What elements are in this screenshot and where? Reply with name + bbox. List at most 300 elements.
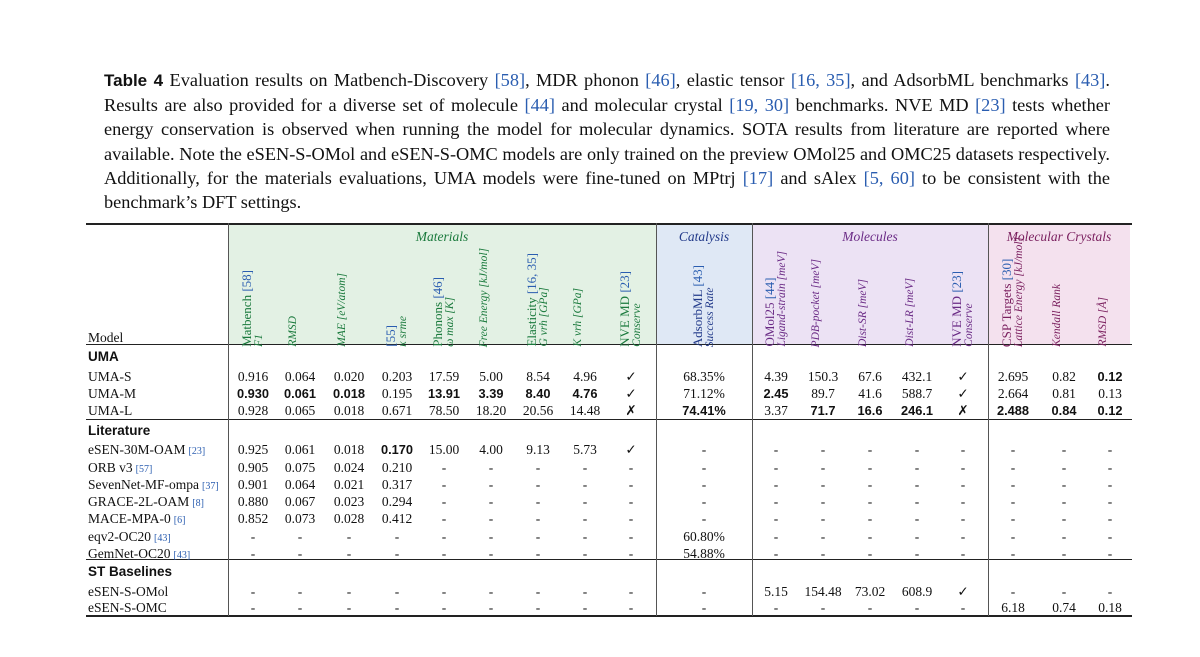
table-cell: 0.12: [1097, 403, 1123, 418]
caption-segment: , and AdsorbML benchmarks: [850, 70, 1075, 90]
model-citation: [8]: [192, 498, 204, 509]
table-cell: -: [960, 460, 966, 475]
caption-segment: and molecular crystal: [554, 95, 730, 116]
table-cell: -: [441, 494, 447, 509]
row-model-name: [88, 477, 219, 493]
group-crystals: Molecular Crystals: [1006, 229, 1112, 244]
table-cell: -: [960, 494, 966, 509]
caption-text: [104, 70, 1110, 212]
table-cell: -: [914, 442, 920, 457]
model-citation: [23]: [188, 446, 206, 457]
table-cell: -: [867, 529, 873, 544]
caption-segment: tests whether energy conservation is observed when running the model for molecular dynamics. SOTA results from literature are reported where available. Note the eSEN-S-OMol and eSEN-S-OMC models are only trained on the preview OMol25 and OMC25 datasets respectively. Additionally, for the materials evaluations, UMA models were fine-tuned on MPtrj: [104, 95, 1110, 188]
table-cell: -: [867, 600, 873, 615]
top-rule: [86, 223, 1132, 225]
table-row: [0, 403, 1200, 420]
table-cell: -: [582, 494, 588, 509]
table-cell: 9.13: [526, 442, 550, 457]
model-name: UMA-S: [88, 369, 132, 384]
table-cell: -: [701, 442, 707, 457]
caption-segment: . Results are also provided for a diverse set of molecule: [104, 70, 1110, 116]
table-cell: 154.48: [804, 584, 842, 599]
caption-segment: to be consistent with the benchmark’s DFT settings.: [104, 167, 1110, 213]
table-cell: 0.067: [284, 494, 316, 509]
table-cell: 0.925: [237, 442, 269, 457]
table-cell: -: [773, 442, 779, 457]
column-header: [1000, 237, 1026, 347]
caption-citation: [19, 30]: [729, 95, 790, 116]
table-cell: -: [1107, 442, 1113, 457]
column-header: [240, 270, 266, 347]
table-cell: 0.928: [237, 403, 269, 418]
table-cell: ✓: [625, 386, 637, 401]
table-cell: -: [1010, 494, 1016, 509]
table-cell: -: [535, 600, 541, 615]
table-cell: -: [867, 460, 873, 475]
column-metric: Conserve: [963, 303, 975, 347]
caption-citation: [16, 35]: [790, 70, 851, 90]
table-cell: -: [394, 529, 400, 544]
table-cell: -: [250, 600, 256, 615]
table-cell: -: [867, 494, 873, 509]
table-cell: -: [960, 529, 966, 544]
table-cell: -: [960, 600, 966, 615]
table-cell: -: [441, 584, 447, 599]
caption-citation: [44]: [524, 95, 555, 116]
table-cell: -: [346, 546, 352, 561]
table-cell: -: [488, 529, 494, 544]
table-cell: 0.210: [381, 460, 413, 475]
table-cell: 8.40: [525, 386, 551, 401]
column-metric: Conserve: [631, 303, 643, 347]
table-cell: 54.88%: [683, 546, 725, 561]
table-cell: -: [535, 546, 541, 561]
table-cell: -: [1107, 584, 1113, 599]
table-cell: 0.84: [1051, 403, 1077, 418]
table-cell: -: [628, 584, 634, 599]
table-cell: -: [1107, 511, 1113, 526]
table-cell: 60.80%: [683, 529, 725, 544]
model-citation: [6]: [173, 515, 186, 526]
table-cell: -: [914, 600, 920, 615]
column-citation: [23]: [949, 271, 964, 293]
table-cell: -: [628, 494, 634, 509]
row-model-name: [88, 403, 132, 419]
table-cell: ✗: [625, 403, 637, 418]
table-cell: 4.76: [572, 386, 598, 401]
table-cell: -: [535, 477, 541, 492]
table-cell: 0.13: [1098, 386, 1122, 401]
table-cell: 4.00: [479, 442, 503, 457]
table-cell: 17.59: [428, 369, 460, 384]
table-cell: -: [773, 600, 779, 615]
table-cell: -: [535, 494, 541, 509]
column-title: Matbench: [239, 291, 254, 347]
table-cell: -: [1061, 546, 1067, 561]
column-title: CSP Targets: [999, 280, 1014, 347]
table-cell: 0.061: [283, 386, 317, 401]
table-cell: -: [394, 600, 400, 615]
column-header: [904, 278, 917, 347]
table-cell: -: [820, 477, 826, 492]
table-cell: -: [914, 511, 920, 526]
table-cell: ✓: [625, 442, 637, 457]
table-caption: [104, 68, 1110, 214]
table-cell: -: [1010, 511, 1016, 526]
table-cell: 14.48: [569, 403, 601, 418]
table-row: [0, 584, 1200, 601]
table-cell: -: [701, 511, 707, 526]
row-model-name: [88, 494, 204, 510]
table-cell: -: [914, 494, 920, 509]
model-name: eSEN-30M-OAM: [88, 442, 186, 457]
column-header: [525, 253, 551, 347]
table-cell: 68.35%: [683, 369, 725, 384]
table-cell: 0.064: [284, 477, 316, 492]
table-cell: -: [1061, 442, 1067, 457]
table-cell: -: [914, 460, 920, 475]
table-cell: 0.028: [333, 511, 365, 526]
table-cell: 13.91: [427, 386, 461, 401]
table-cell: -: [628, 546, 634, 561]
table-cell: -: [773, 494, 779, 509]
table-cell: 0.203: [381, 369, 413, 384]
table-cell: 0.018: [332, 386, 366, 401]
column-metric: Free Energy [kJ/mol]: [478, 247, 490, 347]
column-citation: [16, 35]: [524, 253, 539, 295]
table-cell: 3.39: [478, 386, 504, 401]
column-citation: [43]: [690, 264, 705, 287]
table-cell: -: [701, 600, 707, 615]
table-cell: -: [628, 511, 634, 526]
table-cell: -: [628, 600, 634, 615]
column-header: [857, 279, 870, 347]
caption-label: Table 4: [104, 71, 164, 90]
table-cell: -: [820, 600, 826, 615]
column-metric: κ srme: [397, 316, 409, 347]
row-model-name: [88, 369, 132, 385]
column-title: Elasticity: [524, 294, 539, 347]
table-cell: 15.00: [428, 442, 460, 457]
column-metric: Success Rate: [704, 287, 716, 347]
table-cell: ✓: [957, 386, 969, 401]
row-model-name: [88, 546, 190, 562]
table-cell: 18.20: [475, 403, 507, 418]
caption-citation: [58]: [494, 70, 526, 90]
table-cell: 20.56: [522, 403, 554, 418]
table-cell: 2.695: [997, 369, 1029, 384]
table-cell: 0.852: [237, 511, 269, 526]
table-cell: -: [582, 511, 588, 526]
column-header: [763, 251, 789, 347]
table-cell: -: [346, 584, 352, 599]
column-citation: [55]: [383, 325, 398, 347]
column-metric: PDB-pocket [meV]: [810, 258, 822, 347]
table-cell: 16.6: [857, 403, 883, 418]
column-citation: [44]: [762, 278, 777, 300]
table-cell: -: [820, 546, 826, 561]
table-cell: -: [297, 584, 303, 599]
table-cell: -: [1061, 477, 1067, 492]
table-cell: 0.82: [1052, 369, 1076, 384]
row-model-name: [88, 600, 167, 616]
table-cell: 0.064: [284, 369, 316, 384]
table-cell: 74.41%: [682, 403, 726, 418]
table-cell: -: [1010, 460, 1016, 475]
table-cell: 78.50: [428, 403, 460, 418]
caption-segment: , elastic tensor: [675, 70, 791, 90]
table-cell: 6.18: [1001, 600, 1025, 615]
table-cell: -: [1010, 477, 1016, 492]
table-cell: 41.6: [858, 386, 882, 401]
table-cell: 2.45: [763, 386, 789, 401]
model-name: eSEN-S-OMol: [88, 584, 169, 599]
table-cell: -: [701, 460, 707, 475]
column-metric: RMSD [Å]: [1097, 297, 1109, 347]
caption-segment: Evaluation results on Matbench-Discovery: [163, 70, 495, 90]
column-citation: [30]: [999, 258, 1014, 281]
table-cell: ✗: [957, 403, 969, 418]
column-citation: [58]: [239, 270, 254, 292]
table-cell: -: [628, 460, 634, 475]
column-header: [478, 248, 491, 347]
table-cell: -: [701, 477, 707, 492]
caption-segment: and sAlex: [773, 167, 864, 188]
table-cell: 0.065: [284, 403, 316, 418]
caption-citation: [5, 60]: [863, 167, 915, 188]
column-title: Phonons: [430, 298, 445, 347]
table-row: [0, 511, 1200, 528]
table-cell: -: [1061, 511, 1067, 526]
column-metric: G vrh [GPa]: [538, 287, 550, 347]
table-cell: -: [488, 494, 494, 509]
model-name: MACE-MPA-0: [88, 511, 171, 526]
table-cell: -: [535, 460, 541, 475]
row-model-name: [88, 386, 136, 402]
table-cell: 0.018: [333, 403, 365, 418]
table-cell: -: [346, 600, 352, 615]
row-model-name: [88, 442, 205, 458]
table-cell: -: [701, 494, 707, 509]
table-cell: -: [960, 546, 966, 561]
caption-citation: [17]: [742, 167, 774, 188]
table-cell: 0.18: [1098, 600, 1122, 615]
column-metric: Kendall Rank: [1051, 284, 1063, 347]
model-name: eqv2-OC20: [88, 529, 151, 544]
table-cell: -: [582, 584, 588, 599]
table-cell: -: [1010, 584, 1016, 599]
column-metric: RMSD: [287, 316, 299, 347]
section-title: UMA: [88, 349, 119, 364]
table-cell: -: [1107, 546, 1113, 561]
table-cell: -: [535, 511, 541, 526]
table-cell: -: [488, 511, 494, 526]
table-cell: -: [1010, 442, 1016, 457]
model-citation: [37]: [201, 481, 219, 492]
table-cell: 2.488: [996, 403, 1030, 418]
table-cell: -: [441, 529, 447, 544]
table-cell: -: [535, 529, 541, 544]
table-cell: 5.00: [479, 369, 503, 384]
caption-segment: , MDR phonon: [525, 70, 646, 90]
table-cell: -: [914, 529, 920, 544]
table-cell: 71.12%: [683, 386, 725, 401]
table-cell: -: [867, 546, 873, 561]
table-row: [0, 600, 1200, 617]
table-cell: -: [773, 460, 779, 475]
table-cell: -: [582, 600, 588, 615]
table-cell: 0.018: [333, 442, 365, 457]
table-cell: -: [820, 460, 826, 475]
table-cell: -: [773, 511, 779, 526]
table-cell: 0.021: [333, 477, 365, 492]
column-metric: Dist-SR [meV]: [857, 278, 869, 347]
column-metric: K vrh [GPa]: [572, 288, 584, 347]
table-cell: 246.1: [900, 403, 934, 418]
table-cell: -: [250, 529, 256, 544]
table-row: [0, 442, 1200, 459]
table-cell: 0.170: [380, 442, 414, 457]
table-cell: -: [628, 477, 634, 492]
column-citation: [23]: [617, 271, 632, 293]
table-cell: -: [582, 477, 588, 492]
model-name: UMA-L: [88, 403, 133, 418]
table-cell: -: [960, 511, 966, 526]
table-cell: -: [441, 546, 447, 561]
table-cell: -: [1061, 494, 1067, 509]
table-cell: -: [820, 494, 826, 509]
column-header: [950, 271, 976, 347]
table-cell: -: [867, 511, 873, 526]
table-cell: -: [628, 529, 634, 544]
column-header: [572, 288, 585, 347]
column-title: NVE MD: [949, 292, 964, 347]
column-metric: Dist-LR [meV]: [904, 278, 916, 347]
column-header: [1051, 284, 1064, 347]
column-metric: MAE [eV/atom]: [336, 273, 348, 347]
row-model-name: [88, 529, 171, 545]
table-cell: -: [582, 546, 588, 561]
column-header: [1097, 297, 1110, 347]
table-row: [0, 369, 1200, 386]
column-header: [691, 265, 717, 347]
table-cell: 0.294: [381, 494, 413, 509]
table-row: [0, 494, 1200, 511]
table-row: [0, 529, 1200, 546]
table-cell: -: [820, 511, 826, 526]
table-cell: -: [914, 477, 920, 492]
column-metric: Lattice Energy [kJ/mol]: [1013, 236, 1025, 347]
column-header: [618, 271, 644, 347]
row-model-name: [88, 584, 168, 600]
table-cell: -: [960, 442, 966, 457]
table-cell: -: [1107, 494, 1113, 509]
table-cell: -: [346, 529, 352, 544]
table-cell: 89.7: [811, 386, 835, 401]
table-row: [0, 477, 1200, 494]
table-cell: 0.412: [381, 511, 413, 526]
table-cell: -: [582, 529, 588, 544]
group-molecules: Molecules: [842, 229, 898, 244]
model-citation: [43]: [154, 533, 171, 544]
table-cell: -: [488, 460, 494, 475]
table-cell: -: [1061, 529, 1067, 544]
caption-citation: [23]: [975, 95, 1006, 116]
table-cell: 0.671: [381, 403, 413, 418]
model-name: eSEN-S-OMC: [88, 600, 167, 615]
model-name: GRACE-2L-OAM: [88, 494, 190, 509]
group-materials: Materials: [415, 229, 469, 244]
table-cell: -: [488, 584, 494, 599]
table-cell: -: [960, 477, 966, 492]
model-name: SevenNet-MF-ompa: [88, 477, 199, 492]
column-header: [810, 259, 823, 347]
table-cell: -: [488, 546, 494, 561]
table-cell: 4.39: [764, 369, 788, 384]
table-cell: 0.901: [237, 477, 269, 492]
column-title: OMol25: [762, 299, 777, 347]
model-citation: [57]: [135, 464, 153, 475]
table-cell: 0.061: [284, 442, 316, 457]
table-cell: -: [297, 529, 303, 544]
group-catalysis: Catalysis: [678, 229, 730, 244]
table-cell: ✓: [957, 369, 969, 384]
table-cell: -: [394, 584, 400, 599]
table-row: [0, 386, 1200, 403]
model-citation: [43]: [173, 550, 191, 561]
table-cell: -: [773, 529, 779, 544]
table-cell: -: [488, 600, 494, 615]
table-cell: -: [441, 600, 447, 615]
table-cell: 0.12: [1097, 369, 1123, 384]
table-cell: -: [701, 584, 707, 599]
table-cell: 0.317: [381, 477, 413, 492]
table-cell: -: [441, 477, 447, 492]
section-title: Literature: [88, 423, 151, 438]
table-cell: 0.916: [237, 369, 269, 384]
table-cell: -: [914, 546, 920, 561]
caption-segment: benchmarks. NVE MD: [789, 95, 976, 116]
column-header: [384, 316, 410, 347]
table-cell: -: [1107, 529, 1113, 544]
table-cell: -: [867, 477, 873, 492]
caption-citation: [46]: [645, 70, 676, 90]
table-cell: 3.37: [764, 403, 788, 418]
table-cell: 2.664: [997, 386, 1029, 401]
table-cell: ✓: [957, 584, 969, 599]
table-cell: -: [250, 546, 256, 561]
table-cell: 0.905: [237, 460, 269, 475]
table-cell: 588.7: [901, 386, 933, 401]
model-name: ORB v3: [88, 460, 133, 475]
table-cell: 0.81: [1052, 386, 1076, 401]
column-metric: Ligand-strain [meV]: [776, 251, 788, 347]
table-cell: 432.1: [901, 369, 933, 384]
table-cell: 0.930: [236, 386, 270, 401]
column-metric: ω max [K]: [444, 297, 456, 347]
row-model-name: [88, 460, 152, 476]
table-cell: -: [773, 546, 779, 561]
caption-citation: [43]: [1074, 70, 1106, 90]
model-name: UMA-M: [88, 386, 137, 401]
table-cell: ✓: [625, 369, 637, 384]
table-cell: -: [535, 584, 541, 599]
table-cell: -: [441, 511, 447, 526]
table-row: [0, 546, 1200, 563]
table-cell: -: [1061, 584, 1067, 599]
table-cell: -: [250, 584, 256, 599]
table-cell: -: [441, 460, 447, 475]
